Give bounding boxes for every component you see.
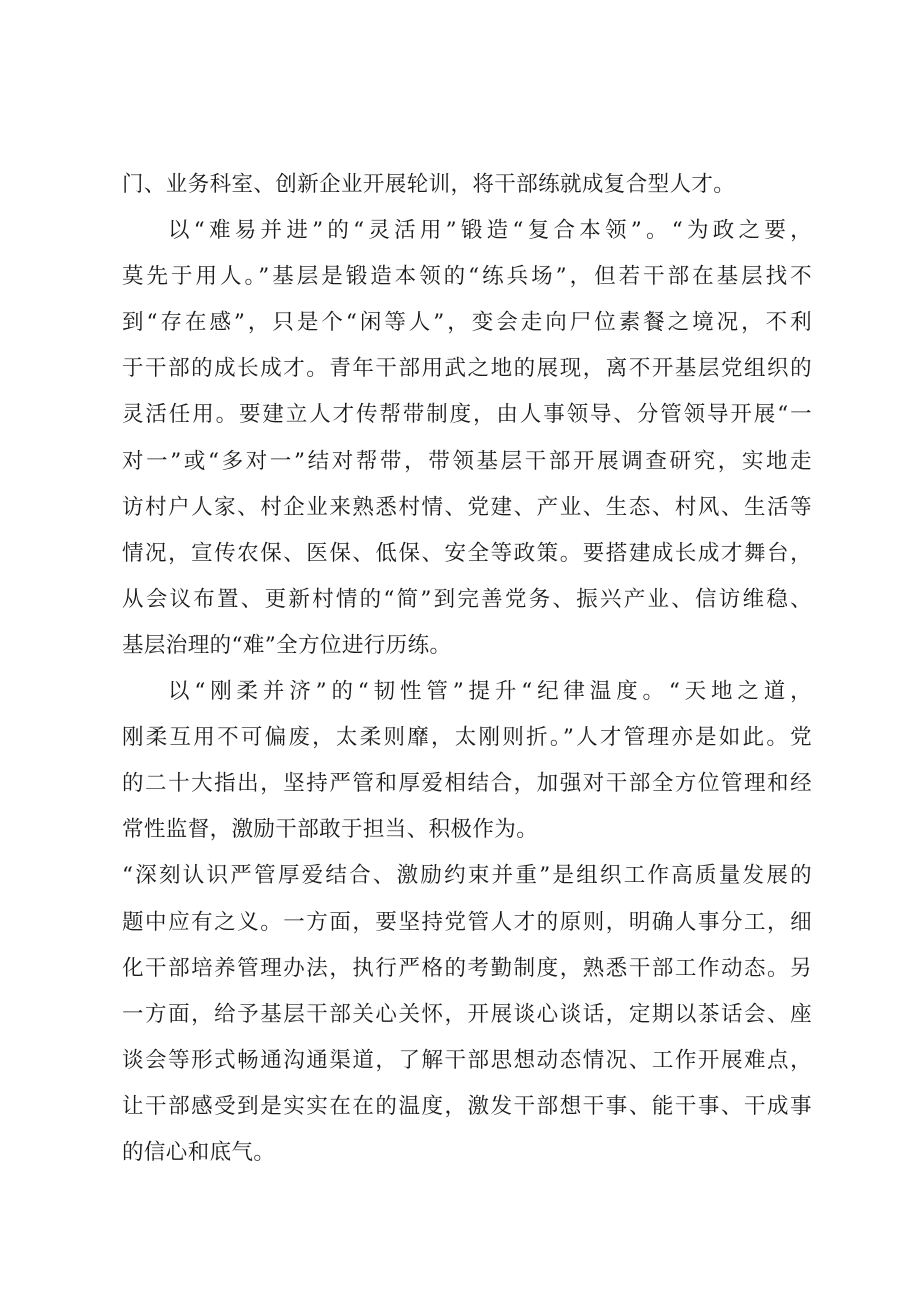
text-line: 以“难易并进”的“灵活用”锻造“复合本领”。“为政之要， <box>168 218 812 244</box>
text-line: 一方面，给予基层干部关心关怀，开展谈心谈话，定期以茶话会、座 <box>122 1001 812 1027</box>
text-line: 题中应有之义。一方面，要坚持党管人才的原则，明确人事分工，细 <box>122 909 812 935</box>
text-line: 从会议布置、更新村情的“简”到完善党务、振兴产业、信访维稳、 <box>122 586 812 612</box>
text-line: 对一”或“多对一”结对帮带，带领基层干部开展调查研究，实地走 <box>122 448 812 474</box>
text-line: 访村户人家、村企业来熟悉村情、党建、产业、生态、村风、生活等 <box>122 494 812 520</box>
text-line: 常性监督，激励干部敢于担当、积极作为。 <box>122 817 539 843</box>
text-line: 莫先于用人。”基层是锻造本领的“练兵场”，但若干部在基层找不 <box>122 264 812 290</box>
text-line: 于干部的成长成才。青年干部用武之地的展现，离不开基层党组织的 <box>122 356 812 382</box>
text-line: “深刻认识严管厚爱结合、激励约束并重”是组织工作高质量发展的 <box>122 863 812 889</box>
text-line: 刚柔互用不可偏废，太柔则靡，太刚则折。”人才管理亦是如此。党 <box>122 725 812 751</box>
text-line: 让干部感受到是实实在在的温度，激发干部想干事、能干事、干成事 <box>122 1093 812 1119</box>
text-line: 基层治理的“难”全方位进行历练。 <box>122 632 452 658</box>
text-line: 的二十大指出，坚持严管和厚爱相结合，加强对干部全方位管理和经 <box>122 771 812 797</box>
text-line: 到“存在感”，只是个“闲等人”，变会走向尸位素餐之境况，不利 <box>122 310 812 336</box>
text-line: 门、业务科室、创新企业开展轮训，将干部练就成复合型人才。 <box>122 172 736 197</box>
text-line: 情况，宣传农保、医保、低保、安全等政策。要搭建成长成才舞台， <box>122 540 812 566</box>
text-line: 的信心和底气。 <box>122 1139 276 1165</box>
text-line: 灵活任用。要建立人才传帮带制度，由人事领导、分管领导开展“一 <box>122 402 812 428</box>
text-line: 以“刚柔并济”的“韧性管”提升“纪律温度。“天地之道， <box>168 679 812 705</box>
text-line: 化干部培养管理办法，执行严格的考勤制度，熟悉干部工作动态。另 <box>122 955 812 981</box>
document-body <box>122 162 812 1176</box>
text-line: 谈会等形式畅通沟通渠道，了解干部思想动态情况、工作开展难点， <box>122 1047 812 1073</box>
